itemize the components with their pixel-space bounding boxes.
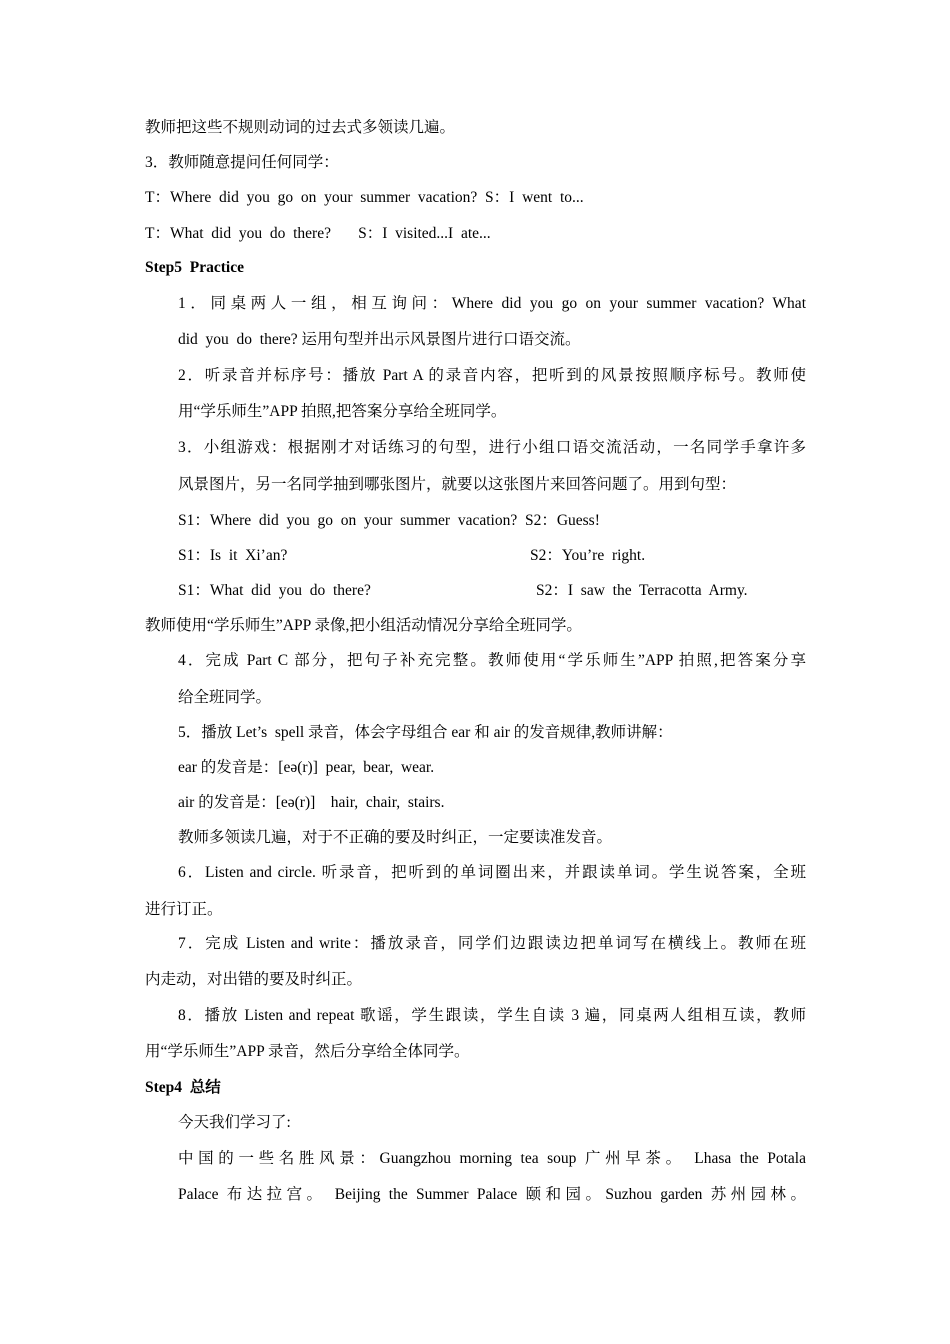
text-line: 教师多领读几遍，对于不正确的要及时纠正，一定要读准发音。 (178, 829, 613, 846)
text-line: 3．小组游戏：根据刚才对话练习的句型，进行小组口语交流活动，一名同学手拿许多 (178, 439, 806, 456)
text-line: S2：You’re right. (530, 547, 646, 564)
text-line: 用“学乐师生”APP 拍照,把答案分享给全班同学。 (178, 403, 507, 420)
text-line: S1：What did you do there? (178, 582, 371, 599)
text-line: 5．播放 Let’s spell 录音，体会字母组合 ear 和 air 的发音规律,教师讲解： (178, 724, 673, 741)
text-line: 今天我们学习了: (178, 1114, 291, 1131)
text-line: 中国的一些名胜风景：Guangzhou morning tea soup 广州早茶。 Lhasa the Potala (178, 1150, 806, 1167)
text-line: T：What did you do there? S：I visited...I ate... (145, 225, 491, 242)
text-line: 3．教师随意提问任何同学： (145, 154, 339, 171)
text-line: Palace 布达拉宫。 Beijing the Summer Palace 颐和园。Suzhou garden 苏州园林。 (178, 1186, 806, 1203)
text-line: S1：Where did you go on your summer vacation? S2：Guess! (178, 512, 600, 529)
text-line: 给全班同学。 (178, 689, 272, 706)
text-line: 风景图片，另一名同学抽到哪张图片，就要以这张图片来回答问题了。用到句型： (178, 476, 737, 493)
text-line: 教师把这些不规则动词的过去式多领读几遍。 (145, 119, 456, 136)
text-line: ear 的发音是：[eə(r)] pear, bear, wear. (178, 759, 435, 776)
text-line: 1．同桌两人一组，相互询问：Where did you go on your summer vacation? What (178, 295, 806, 312)
text-line: T：Where did you go on your summer vacation? S：I went to... (145, 189, 584, 206)
text-line: 用“学乐师生”APP 录音，然后分享给全体同学。 (145, 1043, 470, 1060)
text-line: 教师使用“学乐师生”APP 录像,把小组活动情况分享给全班同学。 (145, 617, 582, 634)
text-line: did you do there? 运用句型并出示风景图片进行口语交流。 (178, 331, 581, 348)
text-line: 8．播放 Listen and repeat 歌谣，学生跟读，学生自读 3 遍，同桌两人组相互读，教师 (178, 1007, 806, 1024)
text-line: air 的发音是：[eə(r)] hair, chair, stairs. (178, 794, 445, 811)
text-line: 2．听录音并标序号：播放 Part A 的录音内容，把听到的风景按照顺序标号。教师使 (178, 367, 806, 384)
text-line: 进行订正。 (145, 901, 223, 918)
section-heading: Step5 Practice (145, 259, 244, 276)
text-line: S1：Is it Xi’an? (178, 547, 288, 564)
text-line: 内走动，对出错的要及时纠正。 (145, 971, 363, 988)
text-line: 7．完成 Listen and write：播放录音，同学们边跟读边把单词写在横线上。教师在班 (178, 935, 806, 952)
text-line: S2：I saw the Terracotta Army. (536, 582, 748, 599)
text-line: 4．完成 Part C 部分，把句子补充完整。教师使用“学乐师生”APP 拍照,把答案分享 (178, 652, 806, 669)
section-heading: Step4 总结 (145, 1079, 221, 1096)
text-line: 6．Listen and circle. 听录音，把听到的单词圈出来，并跟读单词。学生说答案，全班 (178, 864, 806, 881)
